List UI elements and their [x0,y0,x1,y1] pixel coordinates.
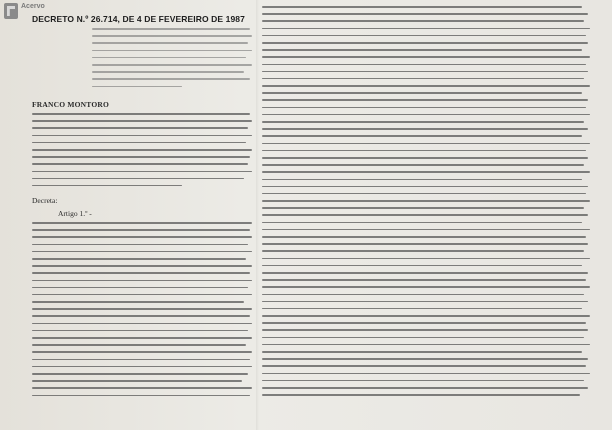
right-column-text [262,6,592,401]
preamble-text [32,113,254,192]
acervo-logo-text: Acervo [21,3,45,10]
ementa-text [92,28,254,93]
decreta-label: Decreta: [32,196,58,205]
page-fold-shadow [256,0,259,430]
article-1-text [32,222,254,402]
acervo-logo-icon [4,3,18,19]
article-1-label: Artigo 1.º - [58,209,92,218]
decree-heading: DECRETO N.º 26.714, DE 4 DE FEVEREIRO DE 1987 [32,14,245,24]
governor-name: FRANCO MONTORO [32,100,110,109]
